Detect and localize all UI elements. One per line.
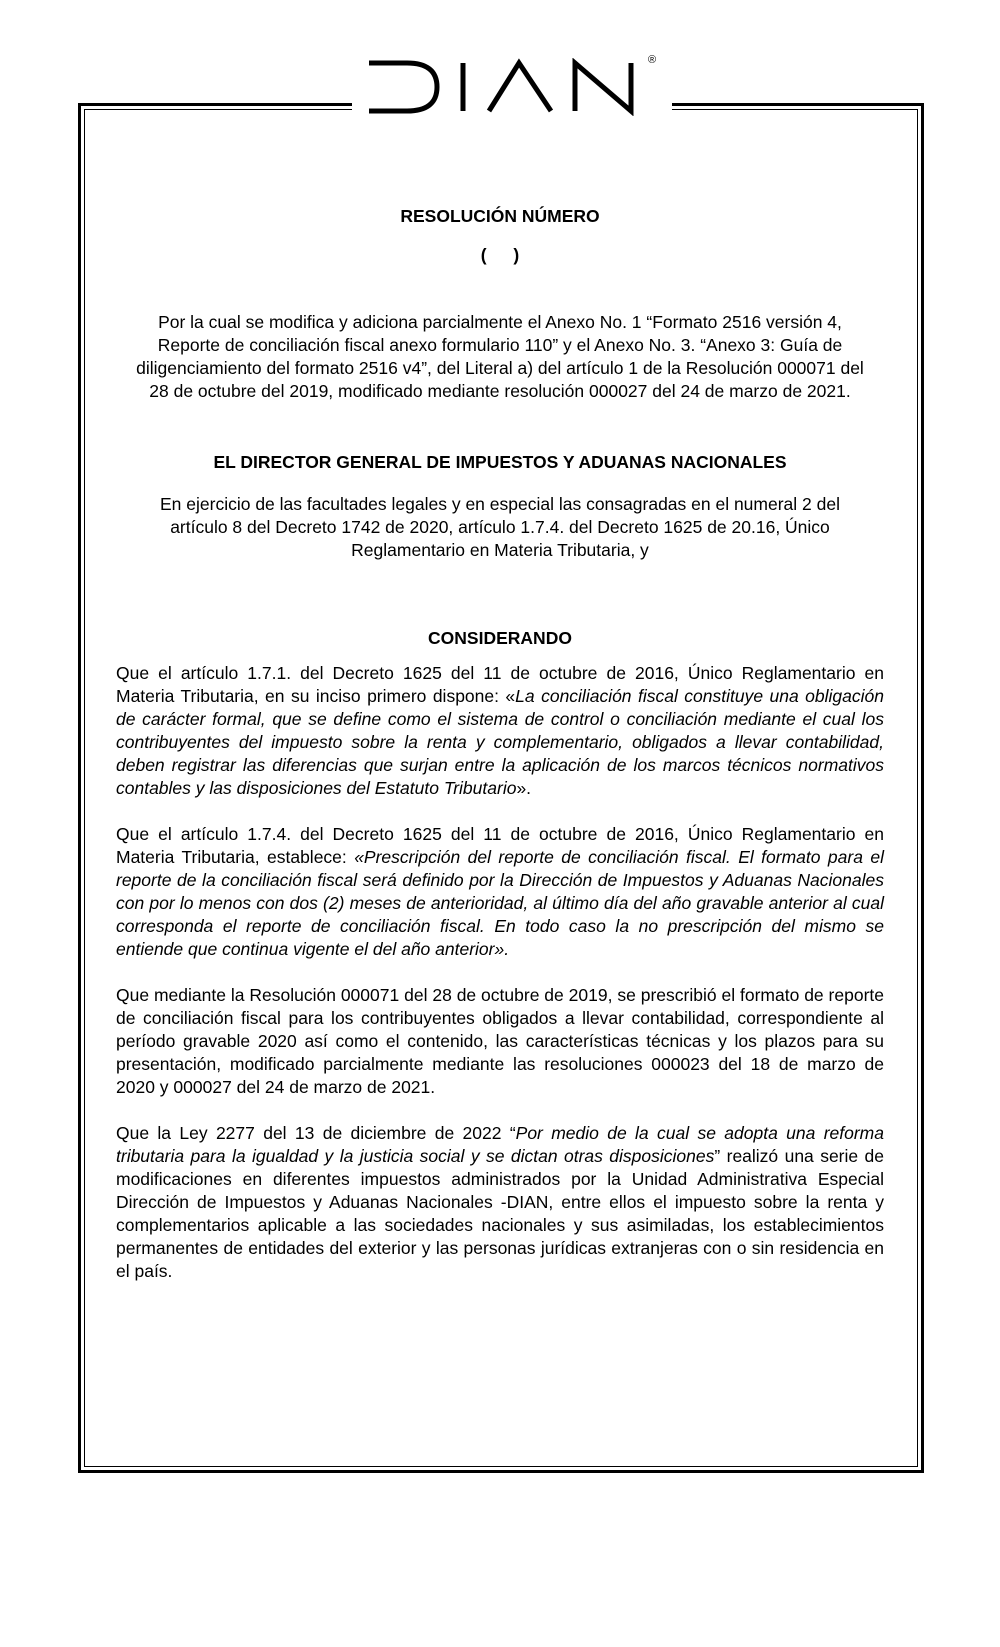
legal-powers-paragraph: En ejercicio de las facultades legales y en especial las consagradas en el numeral 2 del artículo 8 del Decreto 1742 de 2020, artículo 1.7.4. del Decreto 1625 de 20.16, Único Reglamentario en Materia Tributaria, y [160,494,840,560]
resolution-body [116,205,884,1283]
resolution-purpose: Por la cual se modifica y adiciona parcialmente el Anexo No. 1 “Formato 2516 versión 4, Reporte de conciliación fiscal anexo formulario 110” y el Anexo No. 3. “Anexo 3: Guía de diligenciamiento del formato 2516 v4”, del Literal a) del artículo 1 de la Resolución 000071 del 28 de octubre del 2019, modificado mediante resolución 000027 del 24 de marzo de 2021. [136,312,864,401]
considering-heading: CONSIDERANDO [428,628,572,648]
considering-paragraph-4: Que la Ley 2277 del 13 de diciembre de 2022 “Por medio de la cual se adopta una reforma tributaria para la igualdad y la justicia social y se dictan otras disposiciones” realizó una serie de modificaciones en diferentes impuestos administrados por la Unidad Administrativa Especial Dirección de Impuestos y Aduanas Nacionales -DIAN, entre ellos el impuesto sobre la renta y complementarios aplicable a las sociedades nacionales y sus asimiladas, los establecimientos permanentes de entidades del exterior y las personas jurídicas extranjeras con o sin residencia en el país. [116,1123,885,1281]
resolution-title: RESOLUCIÓN NÚMERO [400,206,600,226]
considering-paragraph-3: Que mediante la Resolución 000071 del 28 de octubre de 2019, se prescribió el formato de reporte de conciliación fiscal para los contribuyentes obligados a llevar contabilidad, correspondiente al período gravable 2020 así como el contenido, las características técnicas y los plazos para su presentación, modificado parcialmente mediante las resoluciones 000023 del 18 de marzo de 2020 y 000027 del 24 de marzo de 2021. [116,985,884,1097]
considering-paragraph-1: Que el artículo 1.7.1. del Decreto 1625 del 11 de octubre de 2016, Único Reglamentario en Materia Tributaria, en su inciso primero dispone: «La conciliación fiscal constituye una obligación de carácter formal, que se define como el sistema de control o conciliación mediante el cual los contribuyentes del impuesto sobre la renta y complementario, obligados a llevar contabilidad, deben registrar las diferencias que surjan entre la aplicación de los marcos técnicos normativos contables y las disposiciones del Estatuto Tributario». [116,663,884,798]
registered-mark: ® [648,54,657,66]
director-heading: EL DIRECTOR GENERAL DE IMPUESTOS Y ADUANAS NACIONALES [213,452,787,472]
dian-logo [369,58,659,116]
resolution-number-placeholder: ( ) [480,245,520,265]
considering-paragraph-2: Que el artículo 1.7.4. del Decreto 1625 del 11 de octubre de 2016, Único Reglamentario en Materia Tributaria, establece: «Prescripción del reporte de conciliación fiscal. El formato para el reporte de la conciliación fiscal será definido por la Dirección de Impuestos y Aduanas Nacionales con por lo menos con dos (2) meses de anterioridad, al último día del año gravable anterior al cual corresponda el reporte de conciliación fiscal. En todo caso la no prescripción del mismo se entiende que continua vigente el del año anterior». [116,824,884,959]
